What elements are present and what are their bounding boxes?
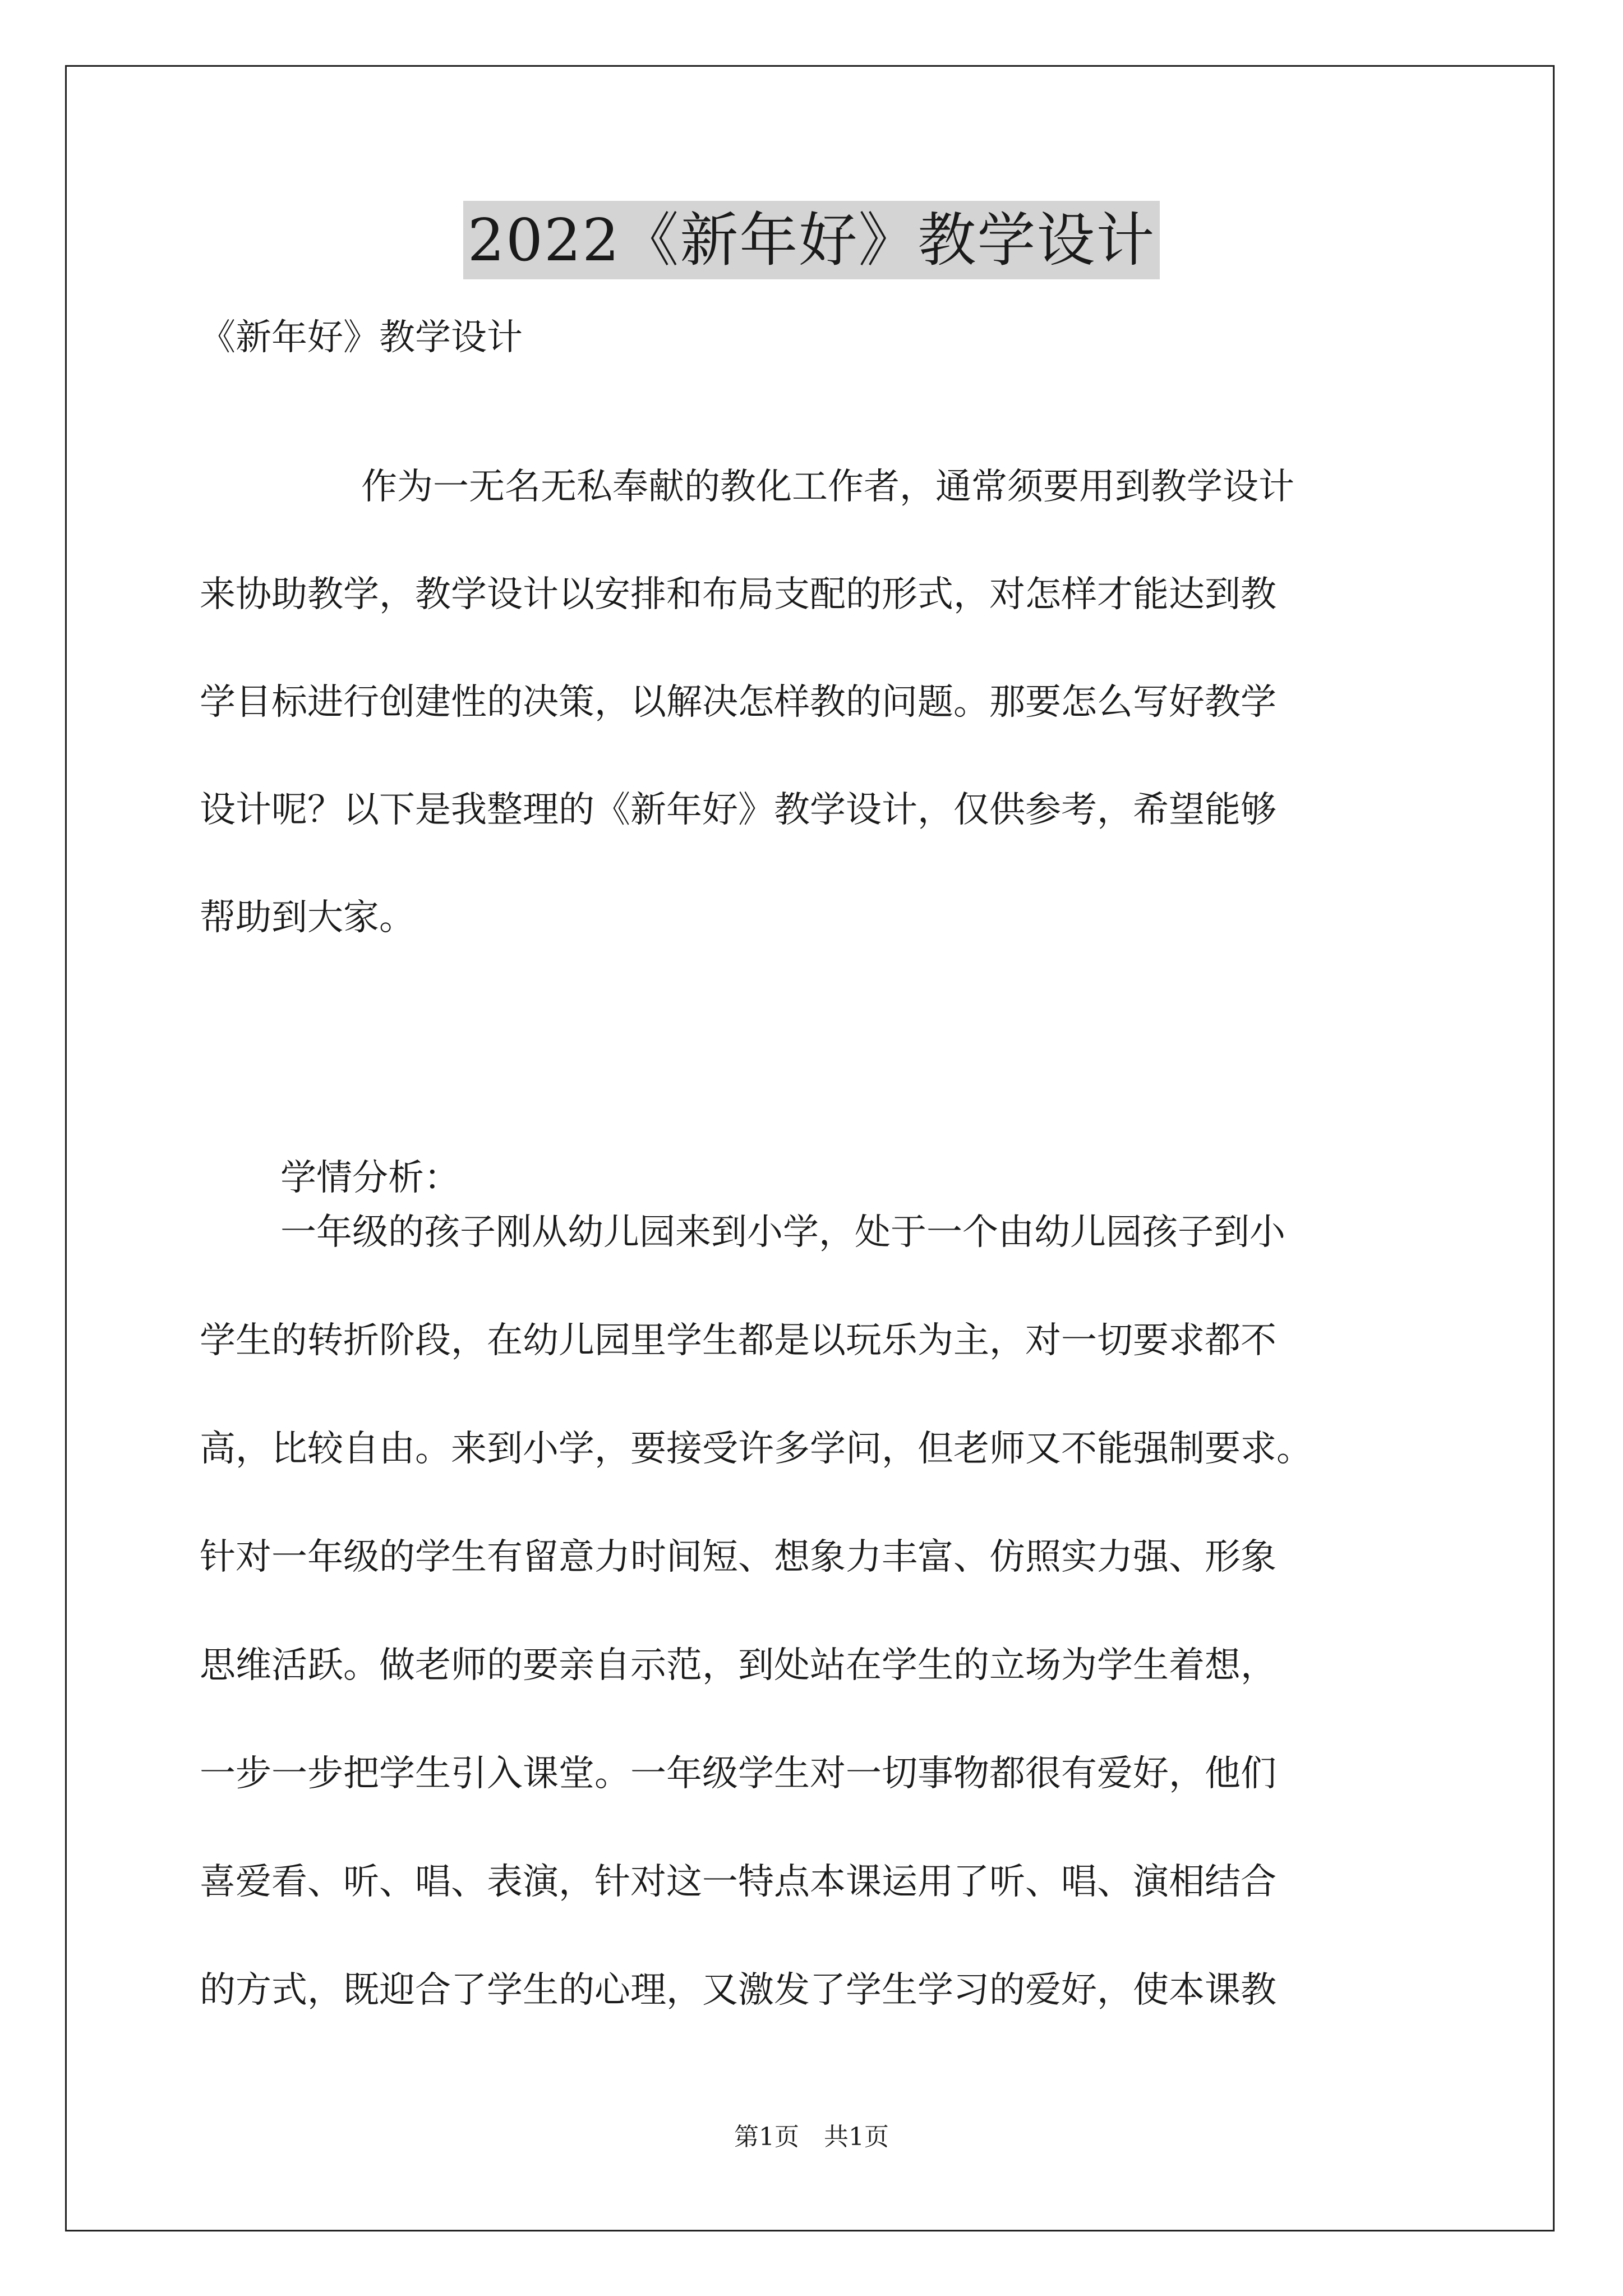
analysis-line: 思维活跃。做老师的要亲自示范，到处站在学生的立场为学生着想，: [200, 1645, 1276, 1686]
document-subtitle: 《新年好》教学设计: [200, 317, 523, 358]
intro-line: 作为一无名无私奉献的教化工作者，通常须要用到教学设计: [361, 466, 1294, 508]
intro-line: 帮助到大家。: [200, 897, 415, 938]
analysis-line: 一步一步把学生引入课堂。一年级学生对一切事物都很有爱好，他们: [200, 1753, 1276, 1795]
analysis-line: 一年级的孩子刚从幼儿园来到小学，处于一个由幼儿园孩子到小: [280, 1212, 1285, 1253]
intro-line: 来协助教学，教学设计以安排和布局支配的形式，对怎样才能达到教: [200, 574, 1276, 615]
analysis-line: 学生的转折阶段，在幼儿园里学生都是以玩乐为主，对一切要求都不: [200, 1320, 1276, 1361]
intro-line: 设计呢？以下是我整理的《新年好》教学设计，仅供参考，希望能够: [200, 789, 1276, 831]
analysis-line: 喜爱看、听、唱、表演，针对这一特点本课运用了听、唱、演相结合: [200, 1861, 1276, 1903]
analysis-line: 的方式，既迎合了学生的心理，又激发了学生学习的爱好，使本课教: [200, 1970, 1276, 2011]
intro-line: 学目标进行创建性的决策，以解决怎样教的问题。那要怎么写好教学: [200, 682, 1276, 723]
section-heading: 学情分析：: [280, 1157, 460, 1199]
title-container: [0, 201, 1623, 279]
page-footer: 第1页 共1页: [734, 2123, 889, 2151]
page-border: [65, 65, 1555, 2231]
analysis-line: 高，比较自由。来到小学，要接受许多学问，但老师又不能强制要求。: [200, 1428, 1312, 1470]
analysis-line: 针对一年级的学生有留意力时间短、想象力丰富、仿照实力强、形象: [200, 1536, 1276, 1578]
document-title: 2022《新年好》教学设计: [463, 201, 1160, 279]
